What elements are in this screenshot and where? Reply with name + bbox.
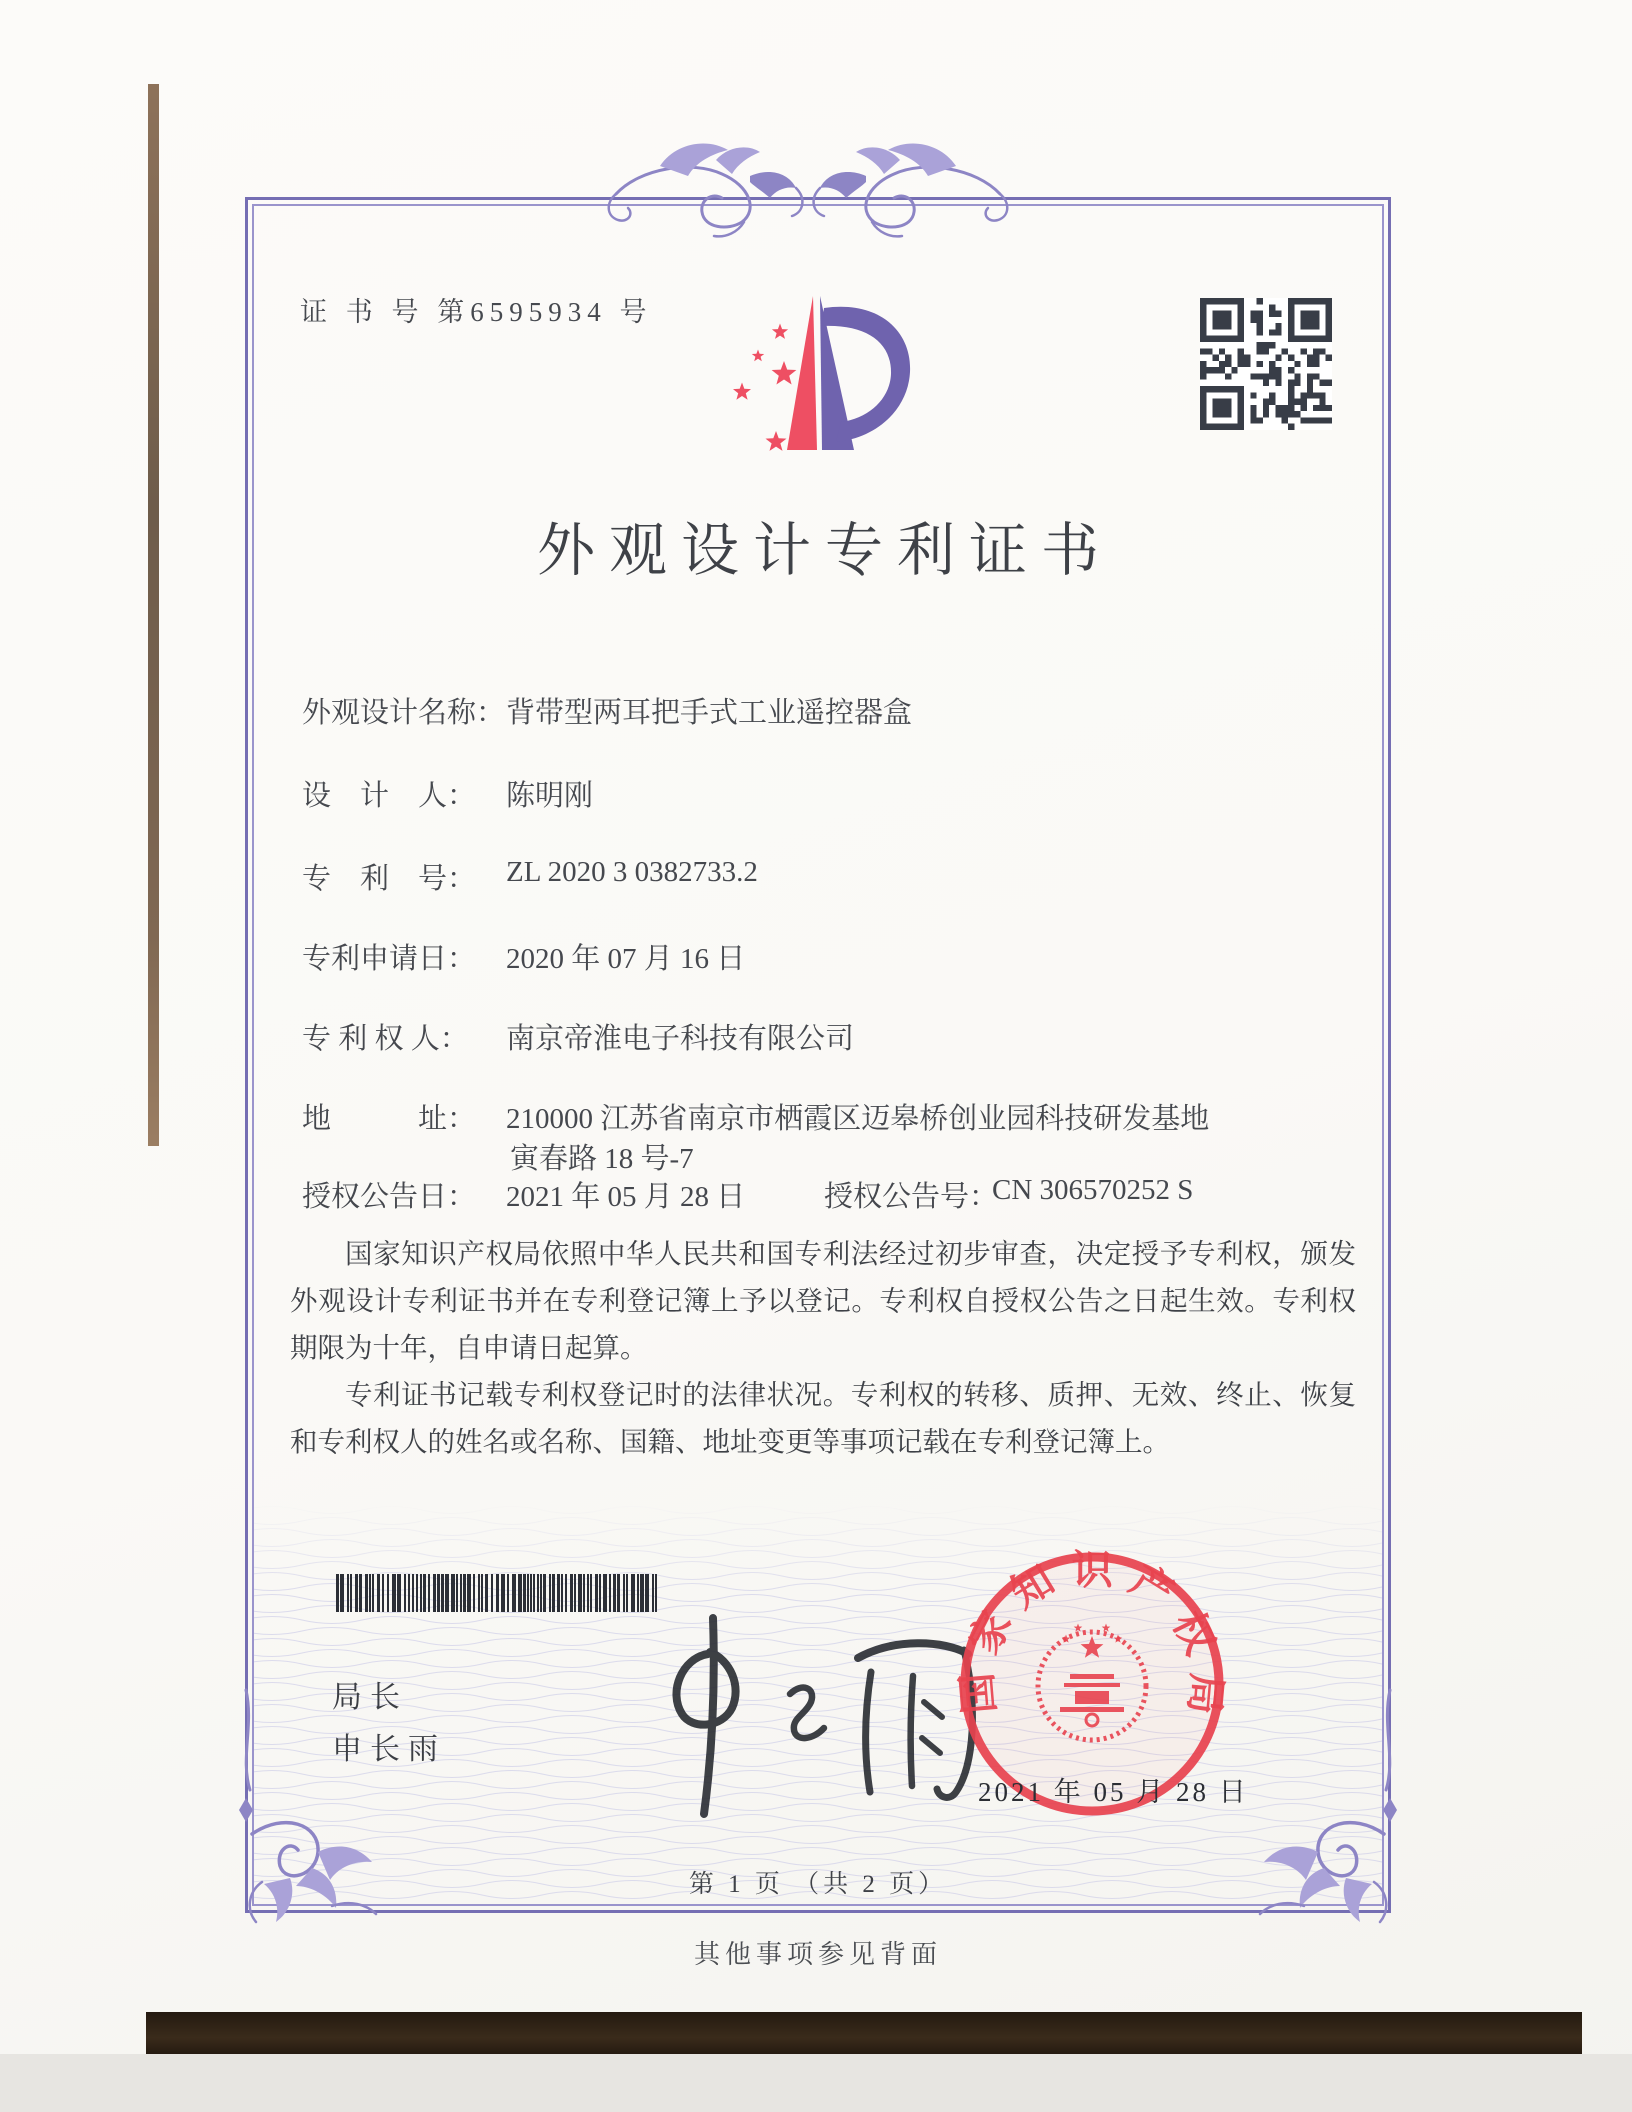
field-label-patentee: 专 利 权 人： <box>302 1023 469 1055</box>
top-dragons-ornament-icon <box>598 130 1018 250</box>
field-value-patent-no: ZL 2020 3 0382733.2 <box>506 856 758 888</box>
field-value-grant-date: 2021 年 05 月 28 日 <box>506 1181 746 1213</box>
photo-backdrop-below <box>0 2054 1632 2112</box>
field-value-address: 210000 江苏省南京市栖霞区迈皋桥创业园科技研发基地 <box>506 1103 1210 1135</box>
field-value-patentee: 南京帝淮电子科技有限公司 <box>506 1023 855 1055</box>
field-label-designer: 设 计 人： <box>302 780 477 812</box>
body-paragraph-2: 专利证书记载专利权登记时的法律状况。专利权的转移、质押、无效、终止、恢复和专利权人的姓名或名称、国籍、地址变更等事项记载在专利登记簿上。 <box>290 1379 1356 1457</box>
page-number: 第 1 页 （共 2 页） <box>688 1871 948 1898</box>
signer-name: 申长雨 <box>332 1733 446 1766</box>
qr-code <box>1200 298 1332 430</box>
field-label-grant-no: 授权公告号： <box>824 1181 999 1213</box>
photo-backdrop-bottom-edge <box>146 2012 1582 2055</box>
back-note: 其他事项参见背面 <box>693 1940 942 1969</box>
field-value-designer: 陈明刚 <box>506 780 594 812</box>
field-label-filing-date: 专利申请日： <box>302 943 477 975</box>
field-value-address-line2: 寅春路 18 号-7 <box>510 1143 694 1175</box>
field-label-patent-no: 专 利 号： <box>302 863 477 895</box>
field-value-grant-no: CN 306570252 S <box>992 1174 1194 1206</box>
legal-body-text <box>290 1230 1356 1465</box>
certificate-number: 证 书 号 第6595934 号 <box>300 297 653 327</box>
seal-text: 国家知识产权局 <box>953 1546 1231 1717</box>
cnipa-logo-icon <box>718 280 930 458</box>
handwritten-signature-icon <box>612 1596 992 1826</box>
seal-date: 2021 年 05 月 28 日 <box>978 1777 1249 1807</box>
body-paragraph-1: 国家知识产权局依照中华人民共和国专利法经过初步审查，决定授予专利权，颁发外观设计专利证书并在专利登记簿上予以登记。专利权自授权公告之日起生效。专利权期限为十年，自申请日起算。 <box>290 1238 1356 1363</box>
field-label-design-name: 外观设计名称： <box>302 697 506 729</box>
field-value-design-name: 背带型两耳把手式工业遥控器盒 <box>506 697 913 729</box>
signer-block <box>332 1672 446 1776</box>
field-label-address: 地 址： <box>302 1103 477 1135</box>
field-label-grant-date: 授权公告日： <box>302 1181 477 1213</box>
photo-backdrop-left-edge <box>148 84 159 1146</box>
signer-title: 局长 <box>332 1681 408 1714</box>
page-title: 外观设计专利证书 <box>536 518 1113 583</box>
field-value-filing-date: 2020 年 07 月 16 日 <box>506 943 746 975</box>
